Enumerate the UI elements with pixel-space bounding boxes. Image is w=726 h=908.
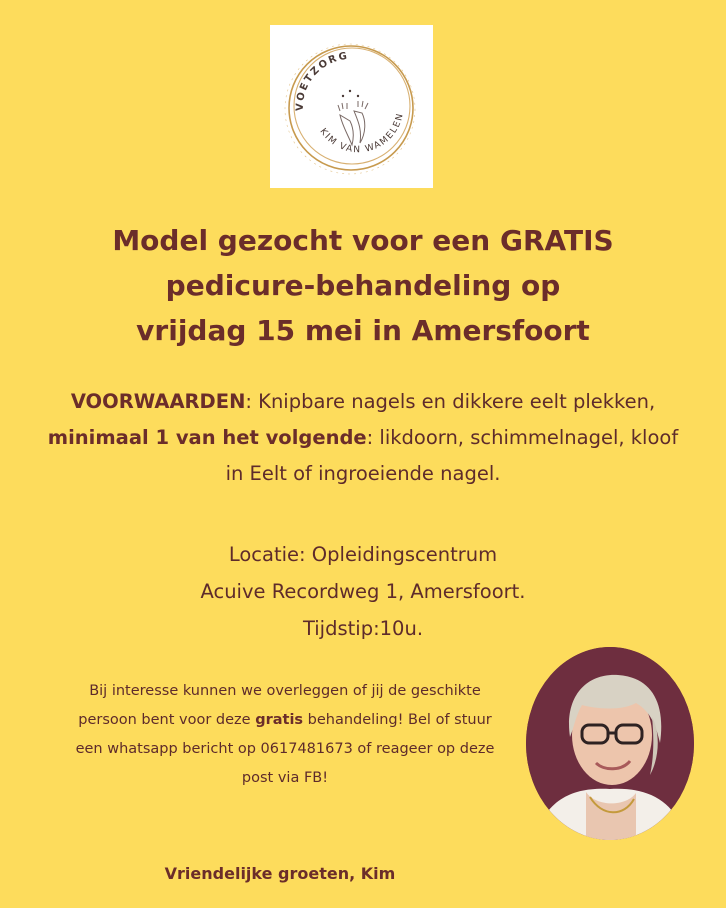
signoff: Vriendelijke groeten, Kim [164,864,396,883]
headline-line-3: vrijdag 15 mei in Amersfoort [136,314,590,347]
conditions-text-1: : Knipbare nagels en dikkere eelt plekken, [245,390,656,413]
logo-bottom-text: KIM VAN WAMELEN [317,111,406,156]
location-block [40,536,686,647]
svg-text:KIM VAN WAMELEN [317,112,405,156]
interest-emphasis: gratis [255,712,304,728]
location-line-1: Locatie: Opleidingscentrum [228,543,498,566]
headline-line-2: pedicure-behandeling op [165,269,561,302]
conditions-label: VOORWAARDEN [70,390,246,413]
portrait-image [526,647,694,840]
headline-line-1: Model gezocht voor een GRATIS [112,224,614,257]
headline [40,218,686,353]
interest-text-2: behandeling! Bel of stuur een whatsapp bericht op 0617481673 of reageer op deze post via FB! [75,712,495,786]
interest-text-1: Bij interesse kunnen we overleggen of jij de geschikte persoon bent voor deze [78,683,481,728]
feet-icon [338,101,368,145]
logo [270,25,433,188]
conditions-text-2: : likdoorn, schimmelnagel, kloof in Eelt of ingroeiende nagel. [225,426,679,485]
interest-paragraph [70,677,500,793]
time-line: Tijdstip:10u. [302,617,424,640]
conditions-emphasis: minimaal 1 van het volgende [47,426,367,449]
profile-photo [526,647,694,840]
location-line-2: Acuive Recordweg 1, Amersfoort. [200,580,526,603]
logo-emblem [270,25,433,188]
logo-top-text: VOETZORG [294,50,350,112]
svg-text:VOETZORG [295,51,350,112]
conditions-paragraph [40,384,686,492]
